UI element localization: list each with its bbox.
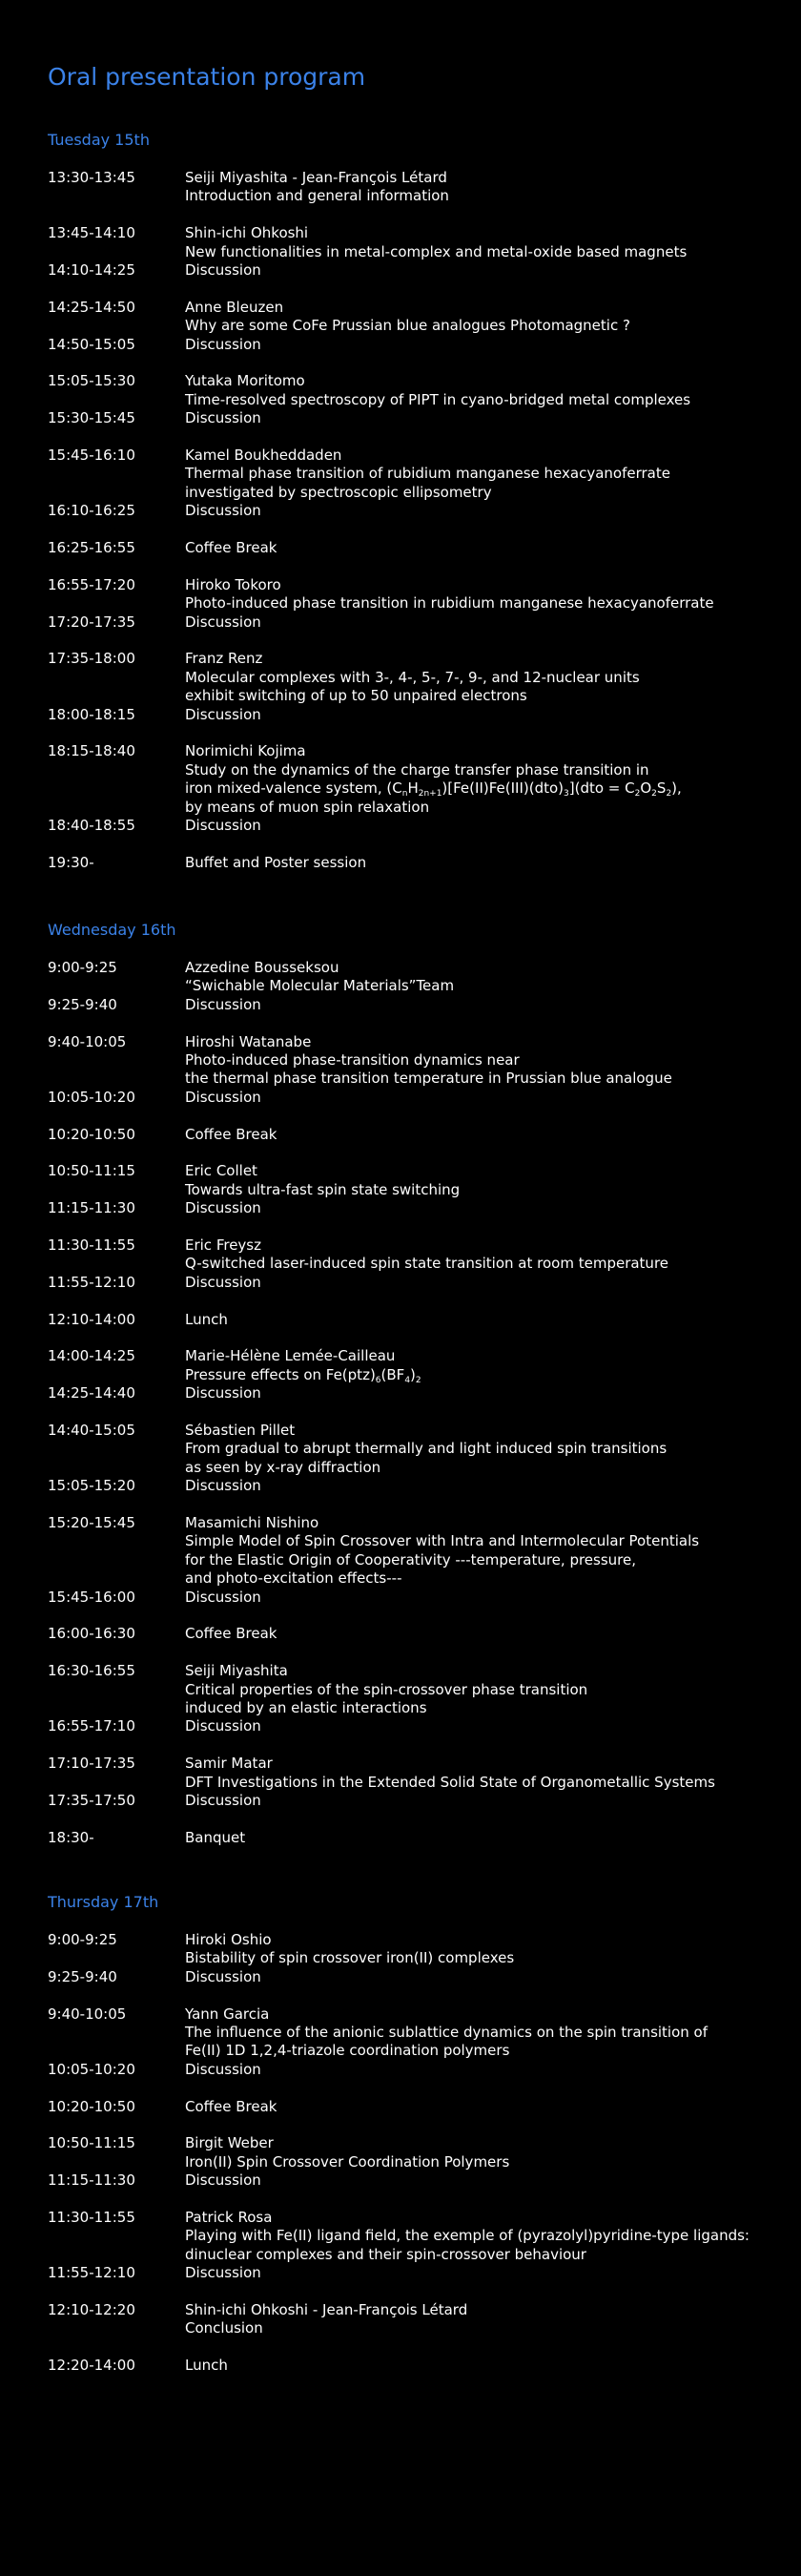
- session-text: [185, 1366, 421, 1384]
- session-text: Masamichi Nishino: [185, 1514, 319, 1531]
- schedule-row: [0, 854, 801, 872]
- time-slot: 18:15-18:40: [48, 742, 135, 760]
- session-text: Kamel Boukheddaden: [185, 447, 342, 464]
- schedule-row: [0, 2061, 801, 2079]
- schedule-row: [0, 1181, 801, 1199]
- time-slot: 10:50-11:15: [48, 1162, 135, 1180]
- schedule-row: [0, 1931, 801, 1949]
- schedule-row: [0, 1033, 801, 1051]
- schedule-row: [0, 706, 801, 724]
- time-slot: 10:50-11:15: [48, 2134, 135, 2152]
- schedule-row: [0, 1255, 801, 1273]
- schedule-row: [0, 1070, 801, 1088]
- schedule-row: [0, 261, 801, 280]
- session-text: Yann Garcia: [185, 2005, 270, 2023]
- schedule-row: [0, 2171, 801, 2190]
- time-slot: 16:25-16:55: [48, 539, 135, 556]
- subscript: 4: [404, 1375, 411, 1385]
- schedule-row: [0, 1403, 801, 1422]
- session-text: Q-switched laser-induced spin state transition at room temperature: [185, 1255, 669, 1273]
- session-text: Hiroki Oshio: [185, 1931, 272, 1948]
- time-slot: 10:05-10:20: [48, 1088, 135, 1106]
- session-text: Discussion: [185, 335, 261, 353]
- schedule-row: [0, 1699, 801, 1717]
- time-slot: 11:55-12:10: [48, 1273, 135, 1291]
- schedule-row: [0, 1496, 801, 1514]
- time-slot: 11:55-12:10: [48, 2264, 135, 2282]
- schedule-row: [0, 539, 801, 557]
- schedule-row: [0, 2024, 801, 2042]
- time-slot: 14:40-15:05: [48, 1422, 135, 1439]
- session-text: Norimichi Kojima: [185, 742, 306, 760]
- session-text: Study on the dynamics of the charge transfer phase transition in: [185, 760, 649, 779]
- session-text: Banquet: [185, 1828, 246, 1846]
- schedule-row: [0, 959, 801, 977]
- time-slot: 9:25-9:40: [48, 995, 117, 1013]
- schedule-row: [0, 1607, 801, 1625]
- schedule-row: [0, 502, 801, 520]
- subscript: 2: [666, 789, 672, 800]
- schedule-row: [0, 1551, 801, 1569]
- schedule-row: [0, 2191, 801, 2209]
- session-text: Bistability of spin crossover iron(II) complexes: [185, 1949, 515, 1967]
- text-segment: )[Fe(II)Fe(III)(dto): [442, 779, 565, 798]
- time-slot: 17:35-17:50: [48, 1792, 135, 1809]
- time-slot: 15:30-15:45: [48, 409, 135, 427]
- schedule-row: [0, 1589, 801, 1607]
- text-segment: Pressure effects on Fe(ptz): [185, 1365, 376, 1383]
- time-slot: 11:30-11:55: [48, 2209, 135, 2226]
- schedule-row: [0, 1126, 801, 1144]
- session-text: dinuclear complexes and their spin-crossover behaviour: [185, 2245, 586, 2263]
- time-slot: 12:10-14:00: [48, 1310, 135, 1328]
- session-text: Discussion: [185, 1273, 261, 1291]
- time-slot: 9:40-10:05: [48, 2005, 127, 2023]
- session-text: [185, 779, 682, 798]
- session-text: Shin-ichi Ohkoshi - Jean-François Létard: [185, 2301, 468, 2318]
- time-slot: 14:00-14:25: [48, 1347, 135, 1365]
- session-text: Discussion: [185, 995, 261, 1013]
- time-slot: 10:20-10:50: [48, 2097, 135, 2115]
- session-text: Franz Renz: [185, 650, 263, 668]
- schedule-row: [0, 521, 801, 539]
- session-text: Samir Matar: [185, 1755, 273, 1773]
- schedule-row: [0, 2357, 801, 2375]
- schedule-row: [0, 354, 801, 372]
- session-text: Fe(II) 1D 1,2,4-triazole coordination polymers: [185, 2042, 510, 2060]
- session-text: as seen by x-ray diffraction: [185, 1458, 381, 1476]
- session-text: Playing with Fe(II) ligand field, the exemple of (pyrazolyl)pyridine-type ligands:: [185, 2227, 750, 2245]
- schedule-row: [0, 299, 801, 317]
- schedule-row: [0, 1569, 801, 1588]
- schedule-row: [0, 576, 801, 594]
- schedule-row: [0, 1717, 801, 1735]
- session-text: Hiroko Tokoro: [185, 575, 281, 593]
- session-text: Discussion: [185, 705, 261, 723]
- session-text: Discussion: [185, 1717, 261, 1735]
- schedule-row: [0, 594, 801, 613]
- day-heading: Tuesday 15th: [48, 131, 150, 149]
- text-segment: ](dto = C: [568, 779, 635, 798]
- session-text: Discussion: [185, 613, 261, 631]
- time-slot: 9:25-9:40: [48, 1967, 117, 1985]
- session-text: Marie-Hélène Lemée-Cailleau: [185, 1347, 396, 1365]
- session-text: Discussion: [185, 1384, 261, 1402]
- schedule-row: [0, 996, 801, 1014]
- schedule-row: [0, 1274, 801, 1292]
- session-text: Discussion: [185, 409, 261, 427]
- session-text: by means of muon spin relaxation: [185, 798, 430, 816]
- schedule-row: [0, 1014, 801, 1032]
- time-slot: 19:30-: [48, 853, 94, 871]
- schedule-row: [0, 280, 801, 298]
- session-text: Photo-induced phase-transition dynamics near: [185, 1051, 520, 1069]
- session-text: Discussion: [185, 1199, 261, 1217]
- schedule-row: [0, 1514, 801, 1532]
- schedule-row: [0, 1422, 801, 1440]
- session-text: Discussion: [185, 502, 261, 520]
- schedule-row: [0, 1107, 801, 1125]
- day-heading: Thursday 17th: [48, 1893, 159, 1911]
- session-text: Time-resolved spectroscopy of PIPT in cyano-bridged metal complexes: [185, 390, 691, 408]
- time-slot: 15:05-15:30: [48, 372, 135, 390]
- schedule-row: [0, 169, 801, 187]
- schedule-row: [0, 2301, 801, 2319]
- session-text: Discussion: [185, 2171, 261, 2190]
- schedule-row: [0, 2338, 801, 2357]
- session-text: induced by an elastic interactions: [185, 1699, 427, 1716]
- session-text: Yutaka Moritomo: [185, 372, 305, 390]
- schedule-row: [0, 687, 801, 705]
- schedule-row: [0, 1968, 801, 1986]
- schedule-row: [0, 1681, 801, 1699]
- schedule-row: [0, 669, 801, 687]
- schedule-row: [0, 1949, 801, 1967]
- session-text: Why are some CoFe Prussian blue analogues Photomagnetic ?: [185, 317, 630, 335]
- time-slot: 15:45-16:10: [48, 447, 135, 464]
- session-text: the thermal phase transition temperature in Prussian blue analogue: [185, 1070, 672, 1088]
- session-text: Thermal phase transition of rubidium manganese hexacyanoferrate: [185, 465, 670, 483]
- schedule-row: [0, 632, 801, 650]
- schedule-row: [0, 465, 801, 483]
- page-title: Oral presentation program: [48, 63, 366, 91]
- time-slot: 17:35-18:00: [48, 650, 135, 668]
- session-text: New functionalities in metal-complex and metal-oxide based magnets: [185, 242, 688, 260]
- session-text: Coffee Break: [185, 1125, 277, 1143]
- schedule-row: [0, 1311, 801, 1329]
- schedule-row: [0, 1218, 801, 1236]
- session-text: investigated by spectroscopic ellipsometry: [185, 483, 492, 501]
- subscript: 3: [564, 789, 569, 800]
- schedule-row: [0, 206, 801, 224]
- time-slot: 16:55-17:20: [48, 575, 135, 593]
- schedule-row: [0, 1292, 801, 1310]
- time-slot: 13:30-13:45: [48, 169, 135, 186]
- schedule-row: [0, 391, 801, 409]
- time-slot: 16:55-17:10: [48, 1717, 135, 1735]
- schedule-row: [0, 650, 801, 668]
- schedule-row: [0, 1736, 801, 1755]
- session-text: Seiji Miyashita: [185, 1662, 288, 1680]
- session-text: Discussion: [185, 2060, 261, 2078]
- schedule-row: [0, 409, 801, 427]
- schedule-row: [0, 557, 801, 575]
- text-segment: iron mixed-valence system, (C: [185, 779, 402, 798]
- schedule-row: [0, 372, 801, 390]
- session-text: Birgit Weber: [185, 2134, 274, 2152]
- text-segment: ),: [671, 779, 682, 798]
- time-slot: 10:20-10:50: [48, 1125, 135, 1143]
- time-slot: 17:20-17:35: [48, 613, 135, 631]
- session-text: Eric Freysz: [185, 1236, 261, 1254]
- schedule-row: [0, 1051, 801, 1070]
- session-text: Discussion: [185, 1088, 261, 1106]
- time-slot: 14:50-15:05: [48, 335, 135, 353]
- schedule-row: [0, 2098, 801, 2116]
- text-segment: ): [410, 1365, 416, 1383]
- session-text: From gradual to abrupt thermally and light induced spin transitions: [185, 1440, 668, 1458]
- session-text: Coffee Break: [185, 539, 277, 556]
- time-slot: 14:10-14:25: [48, 261, 135, 279]
- time-slot: 12:10-12:20: [48, 2301, 135, 2318]
- session-text: for the Elastic Origin of Cooperativity ---temperature, pressure,: [185, 1550, 636, 1568]
- subscript: 6: [375, 1375, 381, 1385]
- session-text: Coffee Break: [185, 2097, 277, 2115]
- session-text: Coffee Break: [185, 1625, 277, 1643]
- schedule-row: [0, 1236, 801, 1255]
- schedule-row: [0, 2283, 801, 2301]
- session-text: Discussion: [185, 1588, 261, 1606]
- time-slot: 13:45-14:10: [48, 224, 135, 242]
- schedule-row: [0, 1644, 801, 1662]
- time-slot: 11:15-11:30: [48, 1199, 135, 1217]
- schedule-row: [0, 613, 801, 632]
- session-text: Discussion: [185, 1477, 261, 1495]
- schedule-row: [0, 2005, 801, 2024]
- schedule-row: [0, 224, 801, 242]
- schedule-row: [0, 2116, 801, 2134]
- schedule-row: [0, 1162, 801, 1180]
- schedule-row: [0, 817, 801, 835]
- time-slot: 18:00-18:15: [48, 705, 135, 723]
- schedule-row: [0, 1144, 801, 1162]
- time-slot: 16:10-16:25: [48, 502, 135, 520]
- session-text: Shin-ichi Ohkoshi: [185, 224, 309, 242]
- schedule-row: [0, 2153, 801, 2171]
- schedule-row: [0, 1347, 801, 1365]
- subscript: 2: [415, 1375, 421, 1385]
- schedule-row: [0, 1755, 801, 1773]
- schedule-row: [0, 1829, 801, 1847]
- time-slot: 18:30-: [48, 1828, 94, 1846]
- text-segment: H: [407, 779, 419, 798]
- schedule-row: [0, 1089, 801, 1107]
- session-text: Hiroshi Watanabe: [185, 1032, 312, 1050]
- session-text: and photo-excitation effects---: [185, 1569, 402, 1588]
- subscript: 2n+1: [418, 789, 442, 800]
- session-text: Discussion: [185, 1967, 261, 1985]
- session-text: Sébastien Pillet: [185, 1422, 296, 1439]
- schedule-row: [0, 1792, 801, 1810]
- schedule-row: [0, 2319, 801, 2337]
- session-text: “Swichable Molecular Materials”Team: [185, 977, 455, 995]
- schedule-row: [0, 336, 801, 354]
- schedule-row: [0, 1625, 801, 1643]
- time-slot: 9:00-9:25: [48, 959, 117, 976]
- session-text: Lunch: [185, 2357, 228, 2375]
- day-heading: Wednesday 16th: [48, 921, 176, 939]
- time-slot: 16:30-16:55: [48, 1662, 135, 1680]
- time-slot: 9:00-9:25: [48, 1931, 117, 1948]
- time-slot: 15:20-15:45: [48, 1514, 135, 1531]
- time-slot: 9:40-10:05: [48, 1032, 127, 1050]
- schedule-row: [0, 835, 801, 853]
- session-text: Towards ultra-fast spin state switching: [185, 1180, 461, 1198]
- schedule-row: [0, 724, 801, 742]
- schedule-row: [0, 799, 801, 817]
- time-slot: 14:25-14:50: [48, 298, 135, 316]
- schedule-row: [0, 1366, 801, 1384]
- schedule-row: [0, 1662, 801, 1680]
- schedule-row: [0, 1329, 801, 1347]
- text-segment: S: [656, 779, 667, 798]
- session-text: Iron(II) Spin Crossover Coordination Polymers: [185, 2152, 510, 2171]
- time-slot: 17:10-17:35: [48, 1755, 135, 1773]
- session-text: exhibit switching of up to 50 unpaired electrons: [185, 687, 527, 705]
- schedule-row: [0, 742, 801, 760]
- schedule-row: [0, 2227, 801, 2245]
- schedule-row: [0, 2042, 801, 2060]
- time-slot: 10:05-10:20: [48, 2060, 135, 2078]
- text-segment: (BF: [380, 1365, 405, 1383]
- schedule-row: [0, 1986, 801, 2005]
- schedule-row: [0, 1810, 801, 1828]
- time-slot: 18:40-18:55: [48, 817, 135, 834]
- session-text: Seiji Miyashita - Jean-François Létard: [185, 169, 447, 186]
- schedule-row: [0, 2079, 801, 2097]
- schedule-row: [0, 1199, 801, 1217]
- session-text: Anne Bleuzen: [185, 298, 284, 316]
- session-text: Patrick Rosa: [185, 2209, 273, 2226]
- schedule-row: [0, 428, 801, 447]
- schedule-row: [0, 977, 801, 995]
- schedule-row: [0, 779, 801, 798]
- schedule-row: [0, 1532, 801, 1550]
- time-slot: 11:15-11:30: [48, 2171, 135, 2190]
- session-text: Molecular complexes with 3-, 4-, 5-, 7-, 9-, and 12-nuclear units: [185, 668, 640, 686]
- session-text: DFT Investigations in the Extended Solid State of Organometallic Systems: [185, 1773, 715, 1791]
- schedule-row: [0, 484, 801, 502]
- schedule-row: [0, 243, 801, 261]
- session-text: Photo-induced phase transition in rubidium manganese hexacyanoferrate: [185, 594, 714, 613]
- time-slot: 12:20-14:00: [48, 2357, 135, 2375]
- session-text: Introduction and general information: [185, 187, 449, 205]
- session-text: The influence of the anionic sublattice dynamics on the spin transition of: [185, 2024, 709, 2041]
- session-text: Conclusion: [185, 2319, 263, 2337]
- subscript: 2: [651, 789, 657, 800]
- session-text: Discussion: [185, 2264, 261, 2282]
- schedule-row: [0, 1384, 801, 1402]
- session-text: Buffet and Poster session: [185, 853, 367, 871]
- session-text: Discussion: [185, 817, 261, 834]
- schedule-row: [0, 2209, 801, 2227]
- schedule-row: [0, 1440, 801, 1458]
- schedule-row: [0, 1459, 801, 1477]
- schedule-row: [0, 761, 801, 779]
- schedule-row: [0, 2246, 801, 2264]
- session-text: Discussion: [185, 261, 261, 279]
- time-slot: 16:00-16:30: [48, 1625, 135, 1643]
- schedule-row: [0, 2264, 801, 2282]
- session-text: Simple Model of Spin Crossover with Intra and Intermolecular Potentials: [185, 1532, 700, 1550]
- schedule-row: [0, 187, 801, 205]
- subscript: 2: [634, 789, 641, 800]
- schedule-row: [0, 447, 801, 465]
- subscript: n: [401, 789, 408, 800]
- session-text: Critical properties of the spin-crossover phase transition: [185, 1680, 588, 1698]
- schedule-row: [0, 1774, 801, 1792]
- time-slot: 11:30-11:55: [48, 1236, 135, 1254]
- schedule-row: [0, 2134, 801, 2152]
- time-slot: 14:25-14:40: [48, 1384, 135, 1402]
- text-segment: O: [640, 779, 652, 798]
- session-text: Lunch: [185, 1310, 228, 1328]
- session-text: Azzedine Bousseksou: [185, 959, 339, 976]
- session-text: Discussion: [185, 1792, 261, 1809]
- time-slot: 15:05-15:20: [48, 1477, 135, 1495]
- session-text: Eric Collet: [185, 1162, 257, 1180]
- schedule-row: [0, 317, 801, 335]
- schedule-row: [0, 1477, 801, 1495]
- time-slot: 15:45-16:00: [48, 1588, 135, 1606]
